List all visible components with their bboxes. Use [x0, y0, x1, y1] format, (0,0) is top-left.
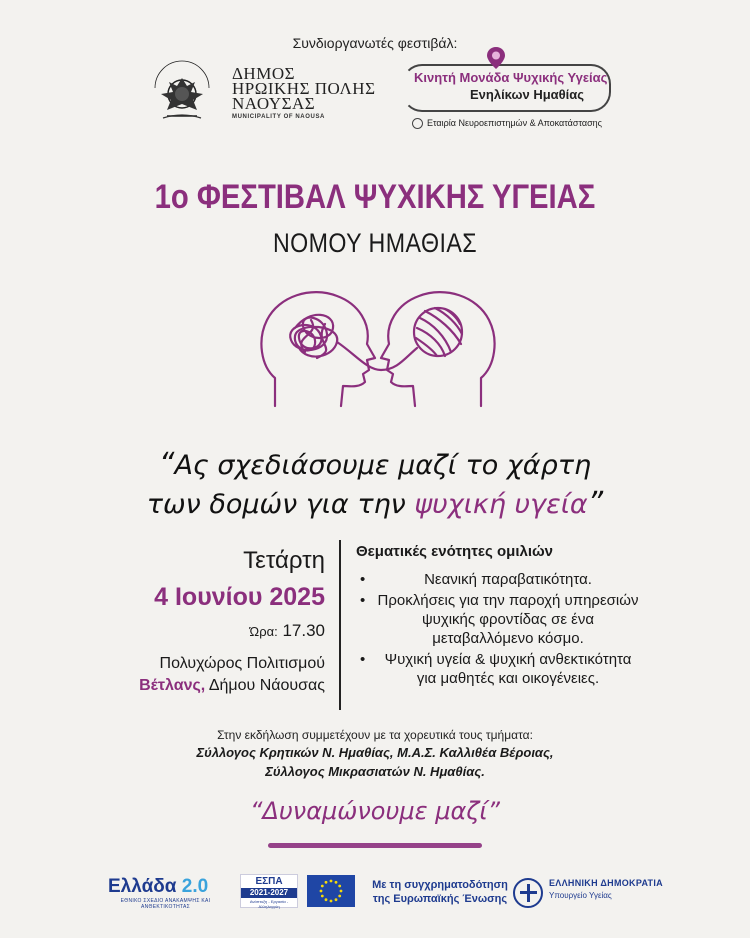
topics-title: Θεματικές ενότητες ομιλιών: [356, 543, 554, 560]
municipality-line1: ΔΗΜΟΣ: [232, 64, 295, 83]
quote-highlight: ψυχική υγεία: [414, 489, 588, 520]
event-time: Ώρα: 17.30: [249, 621, 325, 640]
municipality-line3: ΝΑΟΥΣΑΣ: [232, 94, 316, 113]
ministry-health-text: Υπουργείο Υγείας: [549, 891, 612, 900]
coorganizers-label: Συνδιοργανωτές φεστιβάλ:: [292, 35, 458, 51]
municipality-logo: [232, 66, 382, 120]
municipality-sub: MUNICIPALITY OF NAOUSA: [232, 114, 325, 120]
participants-intro: Στην εκδήλωση συμμετέχουν με τα χορευτικά τους τμήματα:: [217, 728, 533, 742]
espa-logo: [240, 874, 298, 908]
quote-line1: “Ας σχεδιάσουμε μαζί το χάρτη: [158, 447, 592, 482]
unit-line1: Κινητή Μονάδα Ψυχικής Υγείας: [414, 70, 608, 85]
greece-title: Ελλάδα: [108, 876, 177, 897]
municipality-line2: ΗΡΩΙΚΗΣ ΠΟΛΗΣ: [232, 79, 376, 98]
participants-line1: Σύλλογος Κρητικών Ν. Ημαθίας, Μ.Α.Σ. Καλλιθέα Βέροιας,: [196, 745, 554, 760]
greek-emblem-icon: [513, 878, 543, 908]
event-date: 4 Ιουνίου 2025: [154, 583, 325, 611]
event-day: Τετάρτη: [243, 547, 325, 574]
venue-line1: Πολυχώρος Πολιτισμού: [159, 655, 325, 672]
mobile-unit-logo: [402, 46, 614, 136]
espa-sub: Ανάπτυξη - Εργασία - Αλληλεγγύη: [249, 899, 289, 909]
topic-item: • Ψυχική υγεία & ψυχική ανθεκτικότητα για μαθητές και οικογένειες.: [352, 650, 642, 688]
two-heads-illustration: [255, 278, 500, 418]
quote-line2: των δομών για την ψυχική υγεία”: [146, 486, 604, 521]
greece-sub: ΕΘΝΙΚΟ ΣΧΕΔΙΟ ΑΝΑΚΑΜΨΗΣ ΚΑΙ ΑΝΘΕΚΤΙΚΟΤΗΤΑΣ: [120, 898, 211, 910]
hellenic-republic-text: ΕΛΛΗΝΙΚΗ ΔΗΜΟΚΡΑΤΙΑ: [549, 878, 663, 888]
slogan-underline: [268, 843, 482, 848]
topics-list: [352, 570, 642, 690]
espa-years: 2021-2027: [241, 888, 297, 898]
eu-flag-icon: [307, 875, 355, 907]
municipality-seal-logo: [147, 58, 217, 124]
festival-subtitle: ΝΟΜΟΥ ΗΜΑΘΙΑΣ: [272, 228, 478, 258]
participants-line2: Σύλλογος Μικρασιατών Ν. Ημαθίας.: [265, 764, 485, 779]
slogan: “Δυναμώνουμε μαζί”: [250, 797, 500, 825]
unit-line2: Ενηλίκων Ημαθίας: [470, 87, 585, 102]
unit-line3: Εταιρία Νευροεπιστημών & Αποκατάστασης: [412, 118, 602, 129]
festival-title: 1ο ΦΕΣΤΙΒΑΛ ΨΥΧΙΚΗΣ ΥΓΕΙΑΣ: [154, 178, 596, 216]
brain-circle-icon: [412, 118, 423, 129]
location-pin-icon: [486, 46, 506, 70]
espa-title: ΕΣΠΑ: [255, 876, 283, 887]
eu-cofunding-text: Με τη συγχρηματοδότηση της Ευρωπαϊκής Ένωσης: [372, 879, 508, 905]
quote: [0, 446, 750, 524]
topic-item: • Προκλήσεις για την παροχή υπηρεσιών ψυχικής φροντίδας σε ένα μεταβαλλόμενο κόσμο.: [352, 591, 642, 648]
greece-2-logo: [108, 876, 223, 910]
topic-item: • Νεανική παραβατικότητα.: [352, 570, 642, 589]
greece-version: 2.0: [181, 876, 209, 897]
vertical-divider: [339, 540, 341, 710]
venue-line2: Βέτλανς, Δήμου Νάουσας: [139, 677, 325, 694]
